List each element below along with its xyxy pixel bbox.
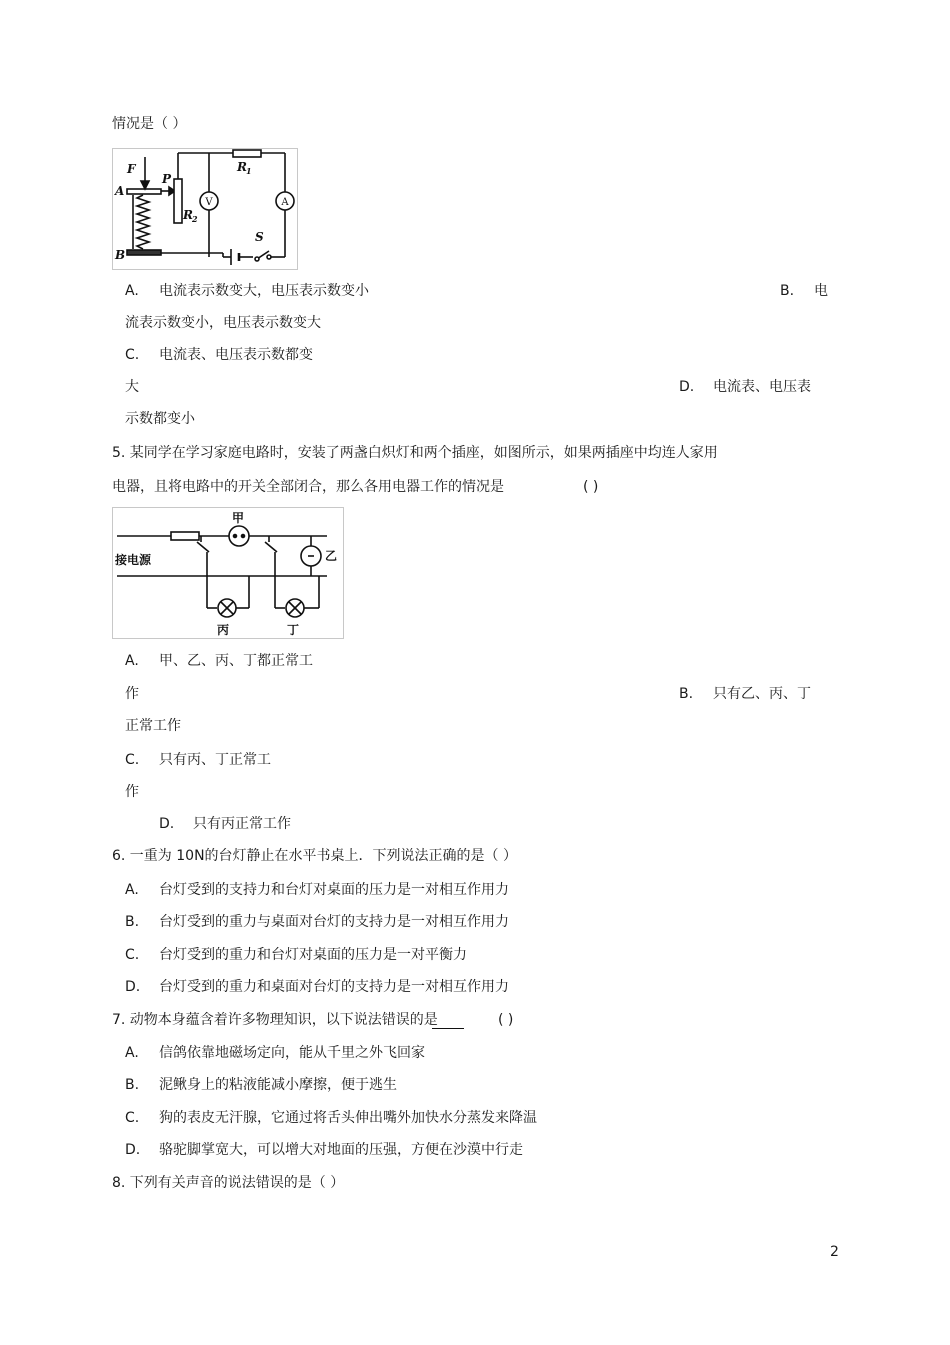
- voltmeter-label: V: [205, 197, 213, 208]
- q4-option-d-text-1: 电流表、电压表: [713, 379, 811, 395]
- q5-option-c-text-1: 只有丙、丁正常工: [159, 752, 271, 768]
- q7-option-a-text: 信鸽依靠地磁场定向，能从千里之外飞回家: [159, 1045, 425, 1061]
- q4-circuit-diagram: [113, 149, 297, 269]
- q5-option-a-text-2: 作: [125, 686, 139, 702]
- q6-option-d-letter: D.: [125, 979, 141, 995]
- page-number: 2: [830, 1244, 839, 1260]
- q7-option-b-letter: B.: [125, 1077, 140, 1093]
- label-p: P: [162, 172, 172, 186]
- label-s: S: [255, 230, 264, 244]
- label-b: B: [115, 248, 126, 262]
- q5-stem-line-2: 电器，且将电路中的开关全部闭合，那么各用电器工作的情况是: [112, 479, 504, 495]
- q4-option-d-letter: D.: [679, 379, 695, 395]
- q5-option-c-letter: C.: [125, 752, 140, 768]
- q4-option-a-text: 电流表示数变大，电压表示数变小: [159, 283, 369, 299]
- q7-stem: 7. 动物本身蕴含着许多物理知识，以下说法错误的是: [112, 1012, 438, 1028]
- q5-option-a-text-1: 甲、乙、丙、丁都正常工: [159, 653, 313, 669]
- q4-option-b-letter: B.: [780, 283, 795, 299]
- q5-option-b-text-2: 正常工作: [125, 718, 181, 734]
- label-a: A: [115, 184, 125, 198]
- q7-underline: [432, 1028, 464, 1029]
- q7-option-b-text: 泥鳅身上的粘液能减小摩擦，便于逃生: [159, 1077, 397, 1093]
- q6-option-a-letter: A.: [125, 882, 139, 898]
- q5-option-a-letter: A.: [125, 653, 139, 669]
- q4-option-b-text-1: 电: [814, 283, 828, 299]
- label-r1-sub: 1: [246, 166, 252, 176]
- q5-option-d-text: 只有丙正常工作: [193, 816, 291, 832]
- q7-option-a-letter: A.: [125, 1045, 139, 1061]
- q7-option-d-letter: D.: [125, 1142, 141, 1158]
- q6-option-d-text: 台灯受到的重力和桌面对台灯的支持力是一对相互作用力: [159, 979, 509, 995]
- label-f: F: [127, 162, 136, 176]
- q6-stem: 6. 一重为 10N的台灯静止在水平书桌上．下列说法正确的是（ ）: [112, 848, 517, 864]
- q5-household-circuit-figure: [112, 507, 344, 639]
- q4-option-c-letter: C.: [125, 347, 140, 363]
- q6-option-b-letter: B.: [125, 914, 140, 930]
- label-power-source: 接电源: [115, 553, 152, 567]
- label-socket-yi: 乙: [325, 549, 338, 563]
- q4-option-b-text-2: 流表示数变小，电压表示数变大: [125, 315, 321, 331]
- label-r2: R: [183, 208, 193, 222]
- q4-circuit-figure: [112, 148, 298, 270]
- q7-option-d-text: 骆驼脚掌宽大，可以增大对地面的压强，方便在沙漠中行走: [159, 1142, 523, 1158]
- q8-stem: 8. 下列有关声音的说法错误的是（ ）: [112, 1175, 345, 1191]
- q4-option-a-letter: A.: [125, 283, 139, 299]
- q5-option-b-letter: B.: [679, 686, 694, 702]
- q7-option-c-text: 狗的表皮无汗腺，它通过将舌头伸出嘴外加快水分蒸发来降温: [159, 1110, 537, 1126]
- q5-answer-blank: ( ): [583, 479, 599, 495]
- label-lamp-bing: 丙: [217, 623, 230, 637]
- q5-option-b-text-1: 只有乙、丙、丁: [713, 686, 811, 702]
- q5-stem-line-1: 5. 某同学在学习家庭电路时，安装了两盏白炽灯和两个插座，如图所示，如果两插座中均连人家用: [112, 445, 718, 461]
- label-lamp-ding: 丁: [287, 623, 300, 637]
- ammeter-label: A: [281, 197, 289, 208]
- q6-option-c-text: 台灯受到的重力和台灯对桌面的压力是一对平衡力: [159, 947, 467, 963]
- q6-option-b-text: 台灯受到的重力与桌面对台灯的支持力是一对相互作用力: [159, 914, 509, 930]
- q4-option-d-text-2: 示数都变小: [125, 411, 195, 427]
- q4-option-c-text-2: 大: [125, 379, 139, 395]
- q5-option-c-text-2: 作: [125, 784, 139, 800]
- q6-option-c-letter: C.: [125, 947, 140, 963]
- label-r1: R: [237, 160, 247, 174]
- label-socket-jia: 甲: [232, 511, 245, 525]
- q4-option-c-text-1: 电流表、电压表示数都变: [159, 347, 313, 363]
- label-r2-sub: 2: [192, 214, 198, 224]
- q7-option-c-letter: C.: [125, 1110, 140, 1126]
- q6-option-a-text: 台灯受到的支持力和台灯对桌面的压力是一对相互作用力: [159, 882, 509, 898]
- q5-option-d-letter: D.: [159, 816, 175, 832]
- q5-circuit-diagram: [113, 508, 343, 638]
- q4-stem-tail: 情况是（ ）: [112, 116, 187, 132]
- q7-answer-blank: ( ): [498, 1012, 514, 1028]
